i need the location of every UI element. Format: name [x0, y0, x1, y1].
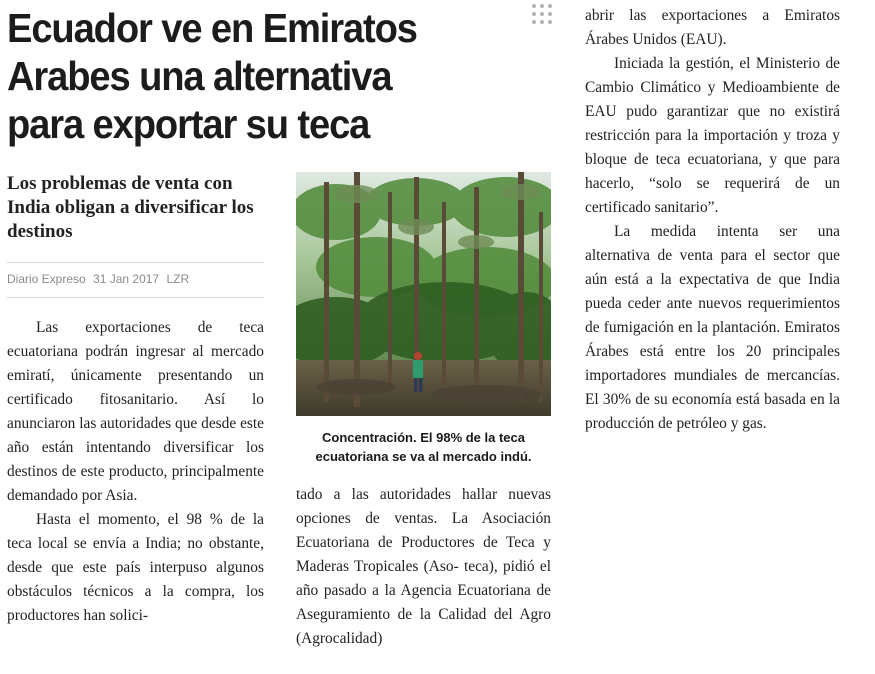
paragraph: Las exportaciones de teca ecuatoriana podrán ingresar al mercado emiratí, únicamente presentando un certificado fitosanitario. Así lo anunciaron las autoridades que desde este año están intentando diversificar los destinos de este producto, principalmente demandado por Asia. [7, 319, 264, 504]
headline: Ecuador ve en Emiratos Arabes una alternativa para exportar su teca [7, 5, 417, 147]
grid-dots-icon[interactable] [531, 3, 553, 25]
article-subtitle: Los problemas de venta con India obligan a diversificar los destinos [7, 173, 254, 242]
paragraph: tado a las autoridades hallar nuevas opciones de ventas. La Asociación Ecuatoriana de Productores de Teca y Maderas Tropicales (Aso- teca), pidió el año pasado a la Agencia Ecuatoriana de Aseguramiento de la Calidad del Agro (Agrocalidad) [296, 486, 551, 647]
article-meta [7, 272, 193, 286]
publish-date: 31 Jan 2017 [93, 272, 160, 286]
source-name[interactable]: Diario Expreso [7, 272, 86, 286]
body-column-1 [7, 316, 264, 628]
body-column-2 [296, 483, 551, 651]
photo-caption: Concentración. El 98% de la teca ecuatoriana se va al mercado indú. [315, 430, 532, 464]
divider-bottom [7, 297, 264, 298]
paragraph: Hasta el momento, el 98 % de la teca local se envía a India; no obstante, desde que este país interpuso algunos obstáculos técnicos a la compra, los productores han solici- [7, 511, 264, 624]
divider-top [7, 262, 264, 263]
body-column-3 [585, 4, 840, 436]
paragraph: La medida intenta ser una alternativa de venta para el sector que aún está a la expectativa de que India pueda ceder ante nuevos requerimientos de fumigación en la plantación. Emiratos Árabes está entre los 20 principales importadores mundiales de mercancías. El 30% de su economía está basada en la producción de petróleo y gas. [585, 223, 840, 432]
paragraph: Iniciada la gestión, el Ministerio de Cambio Climático y Medioambiente de EAU pudo garantizar que no existirá restricción para la importación y troza y bloque de teca ecuatoriana, y que para hacerlo, “solo se requerirá de un certificado sanitario”. [585, 55, 840, 216]
paragraph: abrir las exportaciones a Emiratos Árabes Unidos (EAU). [585, 7, 840, 48]
author-initials: LZR [166, 272, 190, 286]
teak-plantation-photo [296, 172, 551, 416]
